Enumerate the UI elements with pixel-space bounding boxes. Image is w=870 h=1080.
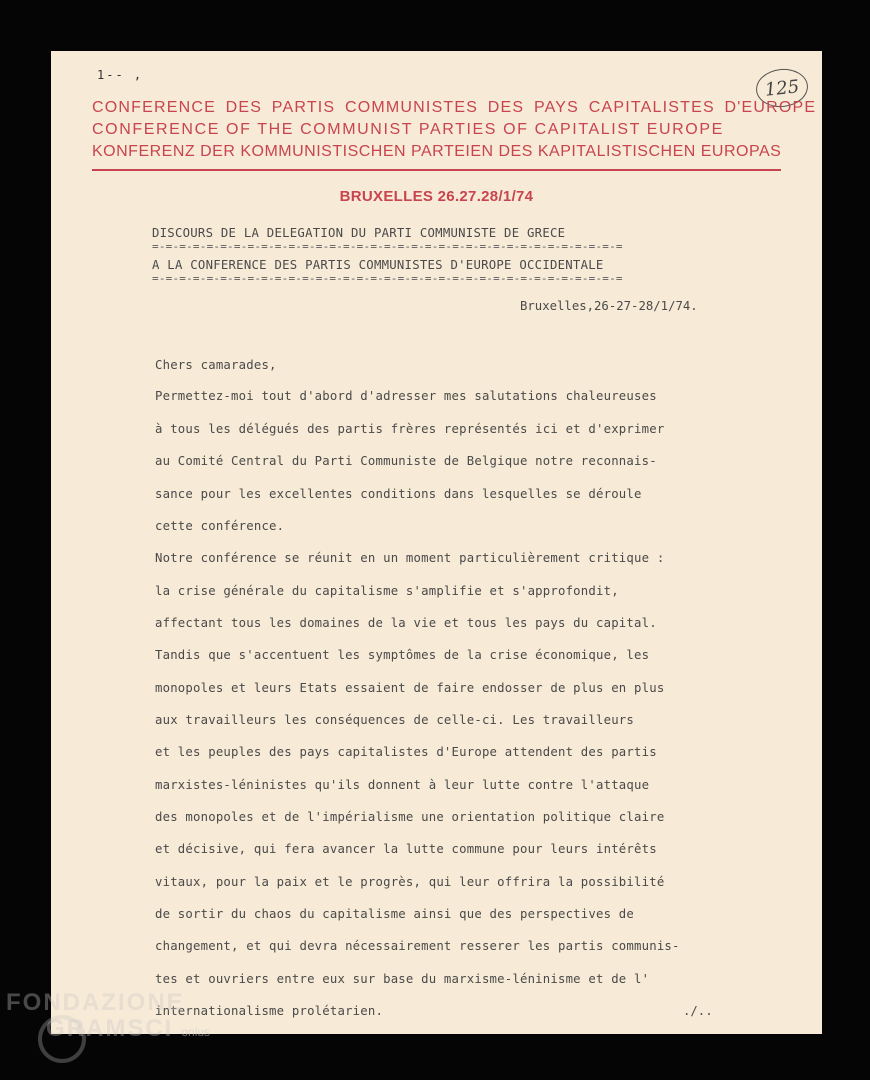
body-line: Chers camarades, — [155, 358, 277, 372]
speech-title-line-2: A LA CONFERENCE DES PARTIS COMMUNISTES D'EUROPE OCCIDENTALE — [152, 258, 604, 272]
title-underline-1: =-=-=-=-=-=-=-=-=-=-=-=-=-=-=-=-=-=-=-=-=-=-=-=-=-=-=-=-=-=-=-=-=-=-= — [152, 240, 623, 253]
letterhead-rule — [92, 169, 781, 171]
archive-watermark — [6, 990, 210, 1045]
body-line: monopoles et leurs Etats essaient de faire endosser de plus en plus — [155, 681, 665, 695]
body-line: affectant tous les domaines de la vie et tous les pays du capital. — [155, 616, 657, 630]
letterhead-english: CONFERENCE OF THE COMMUNIST PARTIES OF CAPITALIST EUROPE — [92, 121, 724, 138]
watermark-sub: onlus — [181, 1025, 211, 1039]
body-line: et décisive, qui fera avancer la lutte commune pour leurs intérêts — [155, 842, 657, 856]
body-line: au Comité Central du Parti Communiste de Belgique notre reconnais- — [155, 454, 657, 468]
body-line: Notre conférence se réunit en un moment particulièrement critique : — [155, 551, 665, 565]
body-line: Permettez-moi tout d'abord d'adresser mes salutations chaleureuses — [155, 389, 657, 403]
body-line: tes et ouvriers entre eux sur base du marxisme-léninisme et de l' — [155, 972, 650, 986]
letterhead-french: CONFERENCE DES PARTIS COMMUNISTES DES PAYS CAPITALISTES D'EUROPE — [92, 99, 817, 116]
watermark-line-1: FONDAZIONE — [6, 989, 185, 1016]
watermark-line-2 — [6, 1016, 210, 1045]
document-page — [51, 51, 822, 1034]
title-underline-2: =-=-=-=-=-=-=-=-=-=-=-=-=-=-=-=-=-=-=-=-=-=-=-=-=-=-=-=-=-=-=-=-=-=-= — [152, 272, 623, 285]
body-line: Tandis que s'accentuent les symptômes de la crise économique, les — [155, 648, 650, 662]
folio-number-circled: 125 — [754, 66, 810, 109]
body-line: sance pour les excellentes conditions dans lesquelles se déroule — [155, 487, 642, 501]
continuation-mark: ./.. — [683, 1004, 713, 1018]
body-line: de sortir du chaos du capitalisme ainsi que des perspectives de — [155, 907, 635, 921]
corner-pencil-mark: 1-- , — [97, 68, 144, 82]
watermark-name: GRAMSCI — [46, 1015, 174, 1042]
body-line: et les peuples des pays capitalistes d'Europe attendent des partis — [155, 745, 657, 759]
body-line: à tous les délégués des partis frères représentés ici et d'exprimer — [155, 422, 665, 436]
letterhead-german: KONFERENZ DER KOMMUNISTISCHEN PARTEIEN DES KAPITALISTISCHEN EUROPAS — [92, 143, 782, 160]
letterhead-city-date: BRUXELLES 26.27.28/1/74 — [339, 188, 534, 205]
body-line: des monopoles et de l'impérialisme une orientation politique claire — [155, 810, 665, 824]
body-line: cette conférence. — [155, 519, 285, 533]
body-line: vitaux, pour la paix et le progrès, qui leur offrira la possibilité — [155, 875, 665, 889]
speech-title-line-1: DISCOURS DE LA DELEGATION DU PARTI COMMUNISTE DE GRECE — [152, 226, 566, 240]
body-line: changement, et qui devra nécessairement resserer les partis communis- — [155, 939, 680, 953]
speech-date: Bruxelles,26-27-28/1/74. — [520, 299, 698, 313]
body-line: la crise générale du capitalisme s'amplifie et s'approfondit, — [155, 584, 619, 598]
body-line: aux travailleurs les conséquences de celle-ci. Les travailleurs — [155, 713, 635, 727]
body-line: internationalisme prolétarien. — [155, 1004, 384, 1018]
body-line: marxistes-léninistes qu'ils donnent à leur lutte contre l'attaque — [155, 778, 650, 792]
